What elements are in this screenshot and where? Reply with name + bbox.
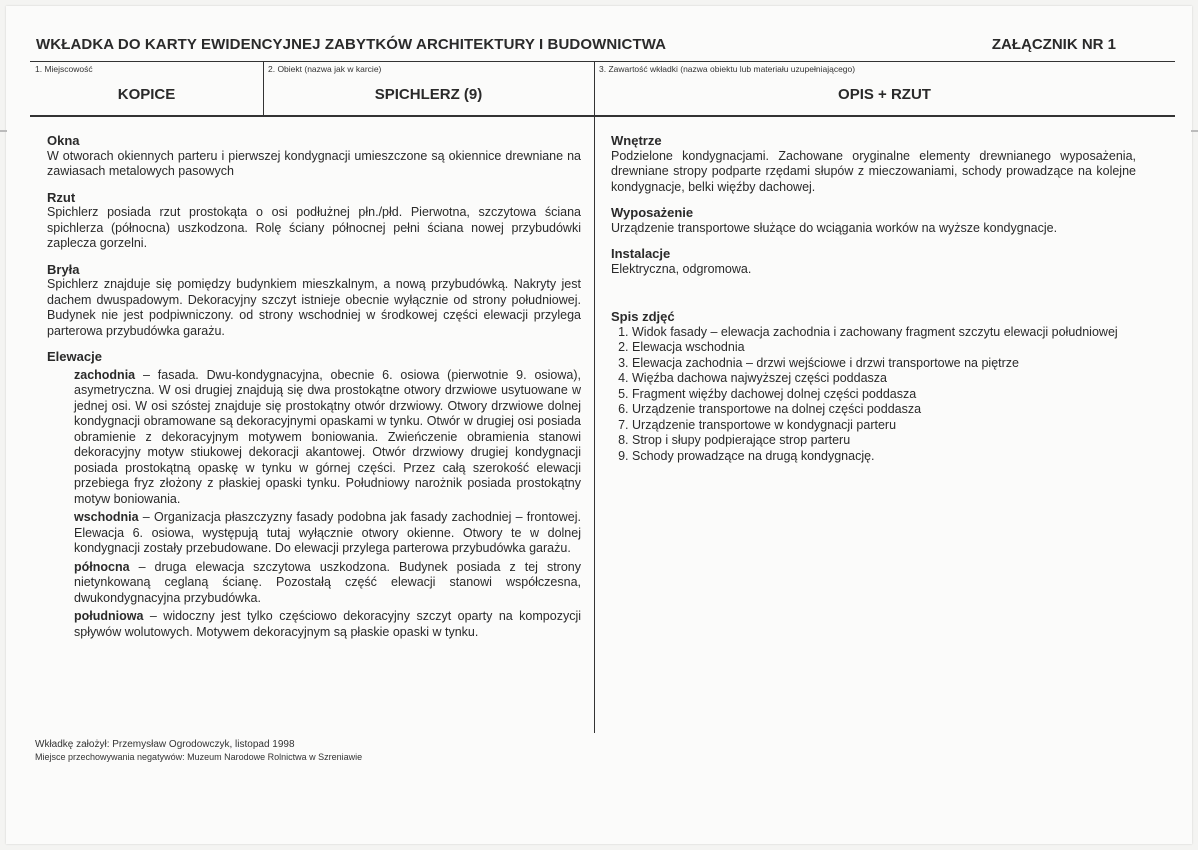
- elevation-text: – widoczny jest tylko częściowo dekoracyjny szczyt oparty na kompozycji spływów wolutowych. Motywem dekoracyjnym są płaskie opaski w tynku.: [74, 609, 581, 639]
- photo-list-item: 8. Strop i słupy podpierające strop parteru: [632, 433, 1136, 449]
- section-text-plan: Spichlerz posiada rzut prostokąta o osi podłużnej płn./płd. Pierwotna, szczytowa ściana spichlerza (północna) uszkodzona. Rolę ściany północnej pełni ściana nowej przybudówki zaplecza gorzelni.: [47, 205, 581, 250]
- spacer: [611, 277, 1136, 309]
- section-heading-equipment: Wyposażenie: [611, 205, 694, 220]
- header-divider: [594, 62, 595, 115]
- field-label: 3. Zawartość wkładki (nazwa obiektu lub materiału uzupełniającego): [599, 64, 856, 74]
- elevation-term: południowa: [74, 609, 144, 623]
- elevation-south: [74, 609, 581, 640]
- photo-list-item: 6. Urządzenie transportowe na dolnej części poddasza: [632, 402, 1136, 418]
- header-rule-bottom: [30, 115, 1175, 117]
- field-value: OPIS + RZUT: [838, 86, 931, 103]
- photo-list-item: 5. Fragment więźby dachowej dolnej części poddasza: [632, 387, 1136, 403]
- section-heading-windows: Okna: [47, 133, 80, 148]
- field-contents: [594, 62, 1175, 115]
- section-heading-massing: Bryła: [47, 261, 80, 277]
- elevation-west: [74, 368, 581, 508]
- footer-negatives: Miejsce przechowywania negatywów: Muzeum Narodowe Rolnictwa w Szreniawie: [35, 752, 363, 762]
- punch-mark: [1191, 130, 1198, 132]
- section-heading-photos: Spis zdjęć: [611, 309, 675, 324]
- elevation-text: – Organizacja płaszczyzny fasady podobna jak fasady zachodniej – frontowej. Elewacja 6. osiowa, występują tutaj wyłącznie otwory okienne. Otwory te w dolnej kondygnacji zostały przebudowane. Do elewacji przylega parterowa przybudówka garażu.: [74, 510, 581, 555]
- elevation-east: [74, 510, 581, 557]
- photo-list-item: 2. Elewacja wschodnia: [632, 340, 1136, 356]
- field-locality: [30, 62, 263, 115]
- photo-list-item: 1. Widok fasady – elewacja zachodnia i zachowany fragment szczytu elewacji południowej: [632, 325, 1136, 341]
- elevation-north: [74, 560, 581, 607]
- field-value: KOPICE: [117, 86, 176, 103]
- elevation-term: wschodnia: [74, 510, 139, 524]
- section-text-installations: Elektryczna, odgromowa.: [611, 261, 752, 276]
- elevation-text: – druga elewacja szczytowa uszkodzona. Budynek posiada z tej strony nietynkowaną ceglaną ścianę. Pozostałą część elewacji stanowi współczesna, dwukondygnacyjna przybudówka.: [74, 559, 581, 605]
- section-text-interior: Podzielone kondygnacjami. Zachowane oryginalne elementy drewnianego wyposażenia, drewniane stropy podparte rzędami słupów z mieczowaniami, schody prowadzące na kolejne kondygnacje, belki więźby dachowej.: [611, 148, 1136, 194]
- photo-list-item: 9. Schody prowadzące na drugą kondygnację.: [632, 449, 1136, 465]
- footer-author: Wkładkę założył: Przemysław Ogrodowczyk, listopad 1998: [35, 739, 295, 750]
- elevation-text: – fasada. Dwu-kondygnacyjna, obecnie 6. osiowa (pierwotnie 9. osiowa), asymetryczna. W osi drugiej znajdują się dwa prostokątne otwory drzwiowe usytuowane w jednej osi. W osi szóstej znajduje się prostokątny otwór drzwiowy. Otwory drzwiowe dolnej kondygnacji obramowane są dekoracyjnymi opaskami w tynku. Otwór w drugiej osi posiada obramienie z dekoracyjnym motywem boniowania. Zwieńczenie obramienia stanowi dekoracyjny motyw stiukowej dekoracji akantowej. Otwór drzwiowy drugiej kondygnacji posiada prostokątną opaskę w tynku w górnej części. Przez całą szerokość elewacji przebiega fryz złożony z płaskiej opaski tynku. Południowy narożnik posiada prostokątny motyw boniowania.: [74, 367, 581, 506]
- section-heading-interior: Wnętrze: [611, 133, 662, 148]
- annex-number: ZAŁĄCZNIK NR 1: [991, 36, 1116, 53]
- field-label: 1. Miejscowość: [35, 64, 93, 74]
- section-heading-installations: Instalacje: [611, 246, 671, 261]
- section-text-massing: Spichlerz znajduje się pomiędzy budynkiem mieszkalnym, a nową przybudówką. Nakryty jest dachem dwuspadowym. Dekoracyjny szczyt istnieje obecnie wyłącznie od strony południowej. Budynek nie jest podpiwniczony. od strony wschodniej w środkowej części elewacji przylega parterowa przybudówka garażu.: [47, 277, 581, 338]
- right-column: [611, 133, 1136, 464]
- field-object: [263, 62, 594, 115]
- left-column: [47, 133, 581, 640]
- section-text-equipment: Urządzenie transportowe służące do wciągania worków na wyższe kondygnacje.: [611, 220, 1058, 235]
- section-heading-elevations: Elewacje: [47, 349, 102, 364]
- photo-list-item: 3. Elewacja zachodnia – drzwi wejściowe i drzwi transportowe na piętrze: [632, 356, 1136, 372]
- field-value: SPICHLERZ (9): [374, 86, 483, 103]
- photo-list: [611, 325, 1136, 465]
- column-divider: [594, 115, 595, 733]
- document-title: WKŁADKA DO KARTY EWIDENCYJNEJ ZABYTKÓW ARCHITEKTURY I BUDOWNICTWA: [36, 36, 667, 53]
- field-label: 2. Obiekt (nazwa jak w karcie): [268, 64, 382, 74]
- section-text-windows: W otworach okiennych parteru i pierwszej kondygnacji umieszczone są okiennice drewniane na zawiasach metalowych pasowych: [47, 148, 581, 178]
- photo-list-item: 7. Urządzenie transportowe w kondygnacji parteru: [632, 418, 1136, 434]
- elevation-term: zachodnia: [74, 367, 136, 382]
- section-heading-plan: Rzut: [47, 189, 76, 205]
- elevation-term: północna: [74, 559, 130, 574]
- photo-list-item: 4. Więźba dachowa najwyższej części poddasza: [632, 371, 1136, 387]
- punch-mark: [0, 130, 7, 132]
